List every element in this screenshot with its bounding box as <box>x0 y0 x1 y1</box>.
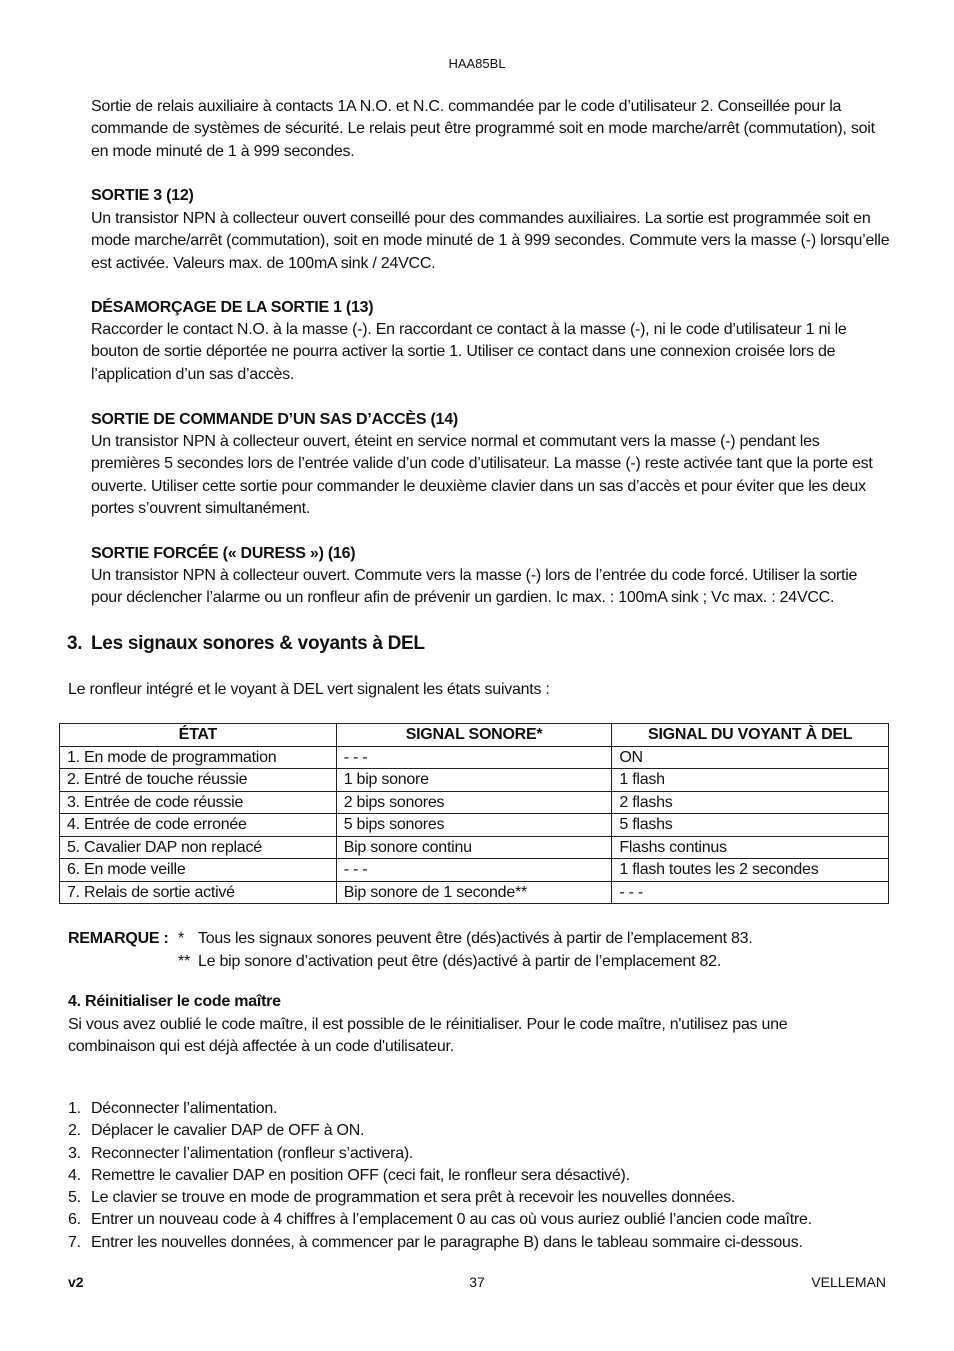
table-cell: ON <box>612 746 889 769</box>
table-cell: 5 flashs <box>612 814 889 837</box>
intro-paragraph: Sortie de relais auxiliaire à contacts 1A N.O. et N.C. commandée par le code d’utilisateur 2. Conseillée pour la commande de systèmes de sécurité. Le relais peut être programmé soit en mode marche/arrêt (commutation), soit en mode minuté de 1 à 999 secondes. <box>91 98 875 160</box>
footer-brand: VELLEMAN <box>811 1274 886 1290</box>
list-item: 1. Déconnecter l’alimentation. <box>68 1100 278 1117</box>
section-title-sas: SORTIE DE COMMANDE D’UN SAS D’ACCÈS (14) <box>91 411 458 428</box>
section-title-duress: SORTIE FORCÉE (« DURESS ») (16) <box>91 545 356 562</box>
table-cell: 6. En mode veille <box>60 859 337 882</box>
table-cell: 1. En mode de programmation <box>60 746 337 769</box>
section-body-desamorcage: Raccorder le contact N.O. à la masse (-). En raccordant ce contact à la masse (-), ni le code d’utilisateur 1 ni le bouton de sortie déportée ne pourra activer la sortie 1. Utiliser ce contact dans une connexion croisée lors de l’application d’un sas d’accès. <box>91 321 847 383</box>
section-body-duress: Un transistor NPN à collecteur ouvert. Commute vers la masse (-) lors de l’entrée du code forcé. Utiliser la sortie pour déclencher l’alarme ou un ronfleur afin de prévenir un gardien. Ic max. : 100mA sink ; Vc max. : 24VCC. <box>91 567 858 607</box>
table-row <box>60 881 889 904</box>
table-cell: 1 bip sonore <box>336 769 612 792</box>
table-row <box>60 746 889 769</box>
table-row <box>60 814 889 837</box>
footer-version: v2 <box>68 1274 84 1290</box>
section-title-desamorcage: DÉSAMORÇAGE DE LA SORTIE 1 (13) <box>91 299 374 316</box>
heading-section-3-number: 3. <box>67 633 83 654</box>
table-row <box>60 791 889 814</box>
col-header-signal-voyant: SIGNAL DU VOYANT À DEL <box>612 724 889 747</box>
table-cell: Bip sonore de 1 seconde** <box>336 881 612 904</box>
remark-line-1 <box>68 928 753 951</box>
table-cell: Bip sonore continu <box>336 836 612 859</box>
list-item: 3. Reconnecter l’alimentation (ronfleur s’activera). <box>68 1144 414 1162</box>
heading-section-3-title: Les signaux sonores & voyants à DEL <box>91 633 425 654</box>
table-cell: - - - <box>612 881 889 904</box>
section-4-title: 4. Réinitialiser le code maître <box>68 993 281 1010</box>
remark-note: Tous les signaux sonores peuvent être (dés)activés à partir de l’emplacement 83. <box>198 930 753 947</box>
remark-label: REMARQUE : <box>68 930 169 947</box>
list-item: 4. Remettre le cavalier DAP en position OFF (ceci fait, le ronfleur sera désactivé). <box>68 1166 630 1184</box>
table-cell: 5. Cavalier DAP non replacé <box>60 836 337 859</box>
remark-mark: * <box>178 930 184 947</box>
table-cell: 5 bips sonores <box>336 814 612 837</box>
section-4-body: Si vous avez oublié le code maître, il est possible de le réinitialiser. Pour le code maître, n'utilisez pas une combinaison qui est déjà affectée à un code d'utilisateur. <box>68 1016 788 1056</box>
table-cell: 2 flashs <box>612 791 889 814</box>
section-body-sortie-3: Un transistor NPN à collecteur ouvert conseillé pour des commandes auxiliaires. La sortie est programmée soit en mode marche/arrêt (commutation), soit en mode minuté de 1 à 999 secondes. Commute vers la masse (-) lorsqu’elle est activée. Valeurs max. de 100mA sink / 24VCC. <box>91 210 890 272</box>
page-header-model: HAA85BL <box>448 56 506 71</box>
table-row <box>60 859 889 882</box>
section-body-sas: Un transistor NPN à collecteur ouvert, éteint en service normal et commutant vers la masse (-) pendant les premières 5 secondes lors de l’entrée valide d’un code d’utilisateur. La masse (-) reste activée tant que la porte est ouverte. Utiliser cette sortie pour commander le deuxième clavier dans un sas d’accès et pour éviter que les deux portes s’ouvrent simultanément. <box>91 433 873 517</box>
table-cell: - - - <box>336 859 612 882</box>
remark-block <box>68 928 753 973</box>
remark-mark: ** <box>178 952 190 970</box>
list-item: 6. Entrer un nouveau code à 4 chiffres à l’emplacement 0 au cas où vous auriez oublié l’ancien code maître. <box>68 1211 812 1229</box>
col-header-etat: ÉTAT <box>60 724 337 747</box>
table-header-row <box>60 724 889 747</box>
table-cell: 4. Entrée de code erronée <box>60 814 337 837</box>
table-cell: Flashs continus <box>612 836 889 859</box>
reset-steps-list <box>68 1098 888 1254</box>
col-header-signal-sonore: SIGNAL SONORE* <box>336 724 612 747</box>
list-item: 5. Le clavier se trouve en mode de programmation et sera prêt à recevoir les nouvelles données. <box>68 1189 736 1207</box>
table-cell: 1 flash <box>612 769 889 792</box>
remark-note: Le bip sonore d’activation peut être (dés)activé à partir de l’emplacement 82. <box>198 952 722 970</box>
section-title-sortie-3: SORTIE 3 (12) <box>91 187 194 204</box>
signals-table <box>59 723 889 904</box>
table-cell: 1 flash toutes les 2 secondes <box>612 859 889 882</box>
footer-page-number: 37 <box>469 1274 485 1290</box>
table-intro: Le ronfleur intégré et le voyant à DEL vert signalent les états suivants : <box>68 681 550 698</box>
table-cell: 2 bips sonores <box>336 791 612 814</box>
list-item: 7. Entrer les nouvelles données, à commencer par le paragraphe B) dans le tableau sommaire ci-dessous. <box>68 1233 803 1251</box>
list-item: 2. Déplacer le cavalier DAP de OFF à ON. <box>68 1122 365 1140</box>
table-row <box>60 836 889 859</box>
heading-section-3 <box>67 633 425 655</box>
table-cell: - - - <box>336 746 612 769</box>
table-cell: 2. Entré de touche réussie <box>60 769 337 792</box>
remark-line-2 <box>68 951 753 974</box>
table-row <box>60 769 889 792</box>
table-cell: 3. Entrée de code réussie <box>60 791 337 814</box>
table-cell: 7. Relais de sortie activé <box>60 881 337 904</box>
